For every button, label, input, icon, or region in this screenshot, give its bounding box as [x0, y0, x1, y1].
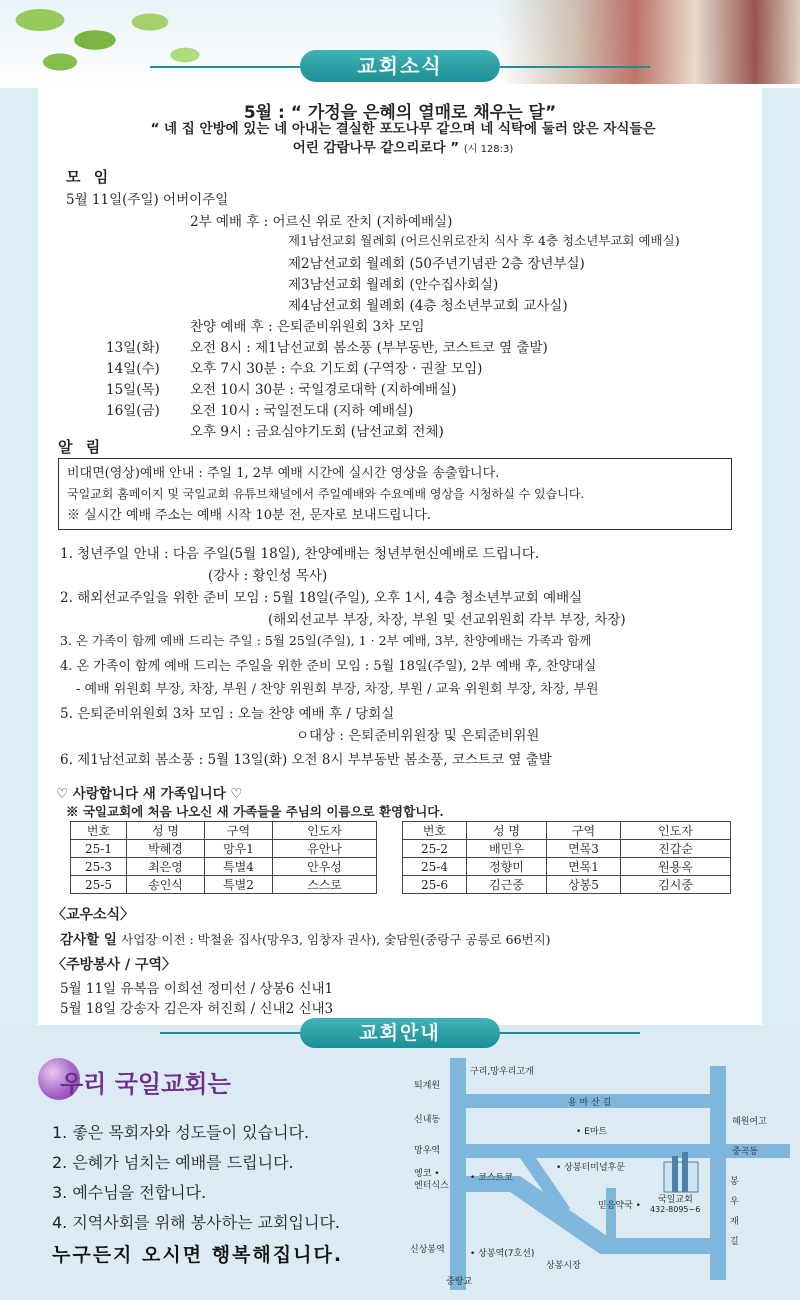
verse-line-1: “ 네 집 안방에 있는 네 아내는 결실한 포도나무 같으며 네 식탁에 둘러 앉은 자식들은 [150, 121, 656, 137]
label-emart: • E마트 [576, 1127, 608, 1137]
cell: 안우성 [273, 858, 377, 876]
moim-line: 오전 10시 30분 : 국일경로대학 (지하예배실) [190, 382, 457, 398]
verse-ref: (시 128:3) [463, 144, 514, 155]
cell: 상봉5 [547, 876, 621, 894]
cell: 진갑순 [621, 840, 731, 858]
cell: 스스로 [273, 876, 377, 894]
allim-item: 4. 온 가족이 함께 예배 드리는 주일을 위한 준비 모임 : 5월 18일(주일), 2부 예배 후, 찬양대실 [60, 659, 597, 674]
label-u: 우 [730, 1197, 739, 1207]
moim-line: 제4남선교회 월례회 (4층 청소년부교회 교사실) [288, 298, 568, 314]
cell: 배민우 [467, 840, 547, 858]
allim-item: (강사 : 황인성 목사) [208, 568, 328, 584]
label-bong: 봉 [730, 1177, 739, 1187]
cell: 망우1 [205, 840, 273, 858]
cell: 특별4 [205, 858, 273, 876]
cell: 김근중 [467, 876, 547, 894]
cell: 특별2 [205, 876, 273, 894]
label-guri: 구리,망우리고개 [470, 1067, 534, 1077]
label-phone: 432-8095~6 [650, 1205, 701, 1214]
label-entersix: 엔터식스 [414, 1181, 449, 1191]
label-sangbong7: • 상봉역(7호선) [470, 1249, 535, 1259]
table-row [403, 876, 731, 894]
label-engko: 엥코 • [414, 1169, 440, 1179]
family-photo [500, 0, 800, 84]
page-title: 교회소식 [300, 50, 500, 82]
cell: 유안나 [273, 840, 377, 858]
guide-line-left [160, 1032, 300, 1034]
church-title-wrap [38, 1058, 248, 1100]
allim-item: (해외선교부 부장, 차장, 부원 및 선교위원회 각부 부장, 차장) [268, 612, 626, 628]
moim-date: 13일(화) [106, 340, 160, 356]
new-family-table-left [70, 821, 377, 894]
table-row [403, 858, 731, 876]
moim-line: 오후 9시 : 금요심야기도회 (남선교회 전체) [190, 424, 444, 440]
col-header: 구역 [205, 822, 273, 840]
side-band-left [0, 88, 38, 1028]
col-header: 번호 [71, 822, 127, 840]
moim-line: 2부 예배 후 : 어르신 위로 잔치 (지하예배실) [190, 214, 453, 230]
table-row [71, 840, 377, 858]
allim-item: 1. 청년주일 안내 : 다음 주일(5월 18일), 찬양예배는 청년부헌신예배로 드립니다. [60, 546, 540, 562]
title-line-right [500, 66, 650, 68]
bullet-item: 4. 지역사회를 위해 봉사하는 교회입니다. [52, 1213, 340, 1232]
cell: 25-1 [71, 840, 127, 858]
moim-line: 제3남선교회 월례회 (안수집사회실) [288, 277, 499, 293]
allim-item: - 예배 위원회 부장, 차장, 부원 / 찬양 위원회 부장, 차장, 부원 / 교육 위원회 부장, 차장, 부원 [76, 682, 599, 697]
allim-heading: 알 림 [58, 438, 105, 456]
church-map [410, 1058, 790, 1290]
moim-date: 14일(수) [106, 361, 160, 377]
moim-line: 오전 8시 : 제1남선교회 봄소풍 (부부동반, 코스트코 옆 출발) [190, 340, 548, 356]
moim-date: 16일(금) [106, 403, 160, 419]
map-svg [410, 1058, 790, 1290]
verse-line-2 [78, 139, 728, 159]
col-header: 인도자 [621, 822, 731, 840]
allim-item: 6. 제1남선교회 봄소풍 : 5월 13일(화) 오전 8시 부부동반 봄소풍, 코스트코 옆 출발 [60, 752, 552, 768]
notice-line: ※ 실시간 예배 주소는 예배 시작 10분 전, 문자로 보내드립니다. [67, 508, 431, 523]
allim-item: 3. 온 가족이 함께 예배 드리는 주일 : 5월 25일(주일), 1 · 2부 예배, 3부, 찬양예배는 가족과 함께 [60, 633, 592, 648]
jubang-line: 5월 18일 강송자 김은자 허진희 / 신내2 신내3 [60, 1001, 334, 1017]
bullet-item: 2. 은혜가 넘치는 예배를 드립니다. [52, 1153, 294, 1172]
label-mangu: 망우역 [414, 1146, 441, 1156]
moim-line: 찬양 예배 후 : 은퇴준비위원회 3차 모임 [190, 319, 425, 335]
label-mideum: 믿음약국 • [598, 1201, 641, 1211]
label-sinsangbong: 신상봉역 [410, 1245, 445, 1255]
moim-date: 15일(목) [106, 382, 160, 398]
moim-line: 제1남선교회 월례회 (어르신위로잔치 식사 후 4층 청소년부교회 예배실) [288, 233, 680, 248]
col-header: 인도자 [273, 822, 377, 840]
cell: 송인식 [127, 876, 205, 894]
road-small [606, 1188, 616, 1244]
moim-line: 5월 11일(주일) 어버이주일 [66, 192, 229, 208]
label-hyewon: 혜원여고 [732, 1117, 767, 1127]
leaves-decoration [0, 0, 210, 85]
new-family-table-right [402, 821, 731, 894]
road-vertical-left [450, 1058, 466, 1290]
cell: 박혜경 [127, 840, 205, 858]
moim-line: 오전 10시 : 국일전도대 (지하 예배실) [190, 403, 414, 419]
church-bullets [52, 1118, 340, 1238]
label-yongmasan: 용 마 산 길 [568, 1098, 612, 1108]
church-title: 우리 국일교회는 [60, 1070, 231, 1098]
notice-line: 비대면(영상)예배 안내 : 주일 1, 2부 예배 시간에 실시간 영상을 송출합니다. [67, 466, 500, 481]
gyowoo-heading: 〈교우소식〉 [52, 907, 135, 923]
cell: 면목3 [547, 840, 621, 858]
col-header: 성 명 [467, 822, 547, 840]
cell: 25-3 [71, 858, 127, 876]
col-header: 성 명 [127, 822, 205, 840]
col-header: 구역 [547, 822, 621, 840]
label-jae: 재 [730, 1217, 739, 1227]
table-row [403, 840, 731, 858]
allim-item: 2. 해외선교주일을 위한 준비 모임 : 5월 18일(주일), 오후 1시, 4층 청소년부교회 예배실 [60, 590, 583, 606]
closing-message: 누구든지 오시면 행복해집니다. [52, 1244, 344, 1266]
guide-title: 교회안내 [300, 1018, 500, 1048]
cell: 25-4 [403, 858, 467, 876]
news-panel [38, 88, 762, 1020]
cell: 정향미 [467, 858, 547, 876]
moim-line: 오후 7시 30분 : 수요 기도회 (구역장 · 권찰 모임) [190, 361, 483, 377]
verse-line-2-text: 어린 감람나무 같으리로다 ” [292, 140, 460, 156]
title-line-left [150, 66, 300, 68]
bullet-item: 1. 좋은 목회자와 성도들이 있습니다. [52, 1123, 310, 1142]
bullet-item: 3. 예수님을 전합니다. [52, 1183, 207, 1202]
gyowoo-line [60, 928, 551, 948]
notice-line: 국일교회 홈페이지 및 국일교회 유튜브채널에서 주일예배와 수요예배 영상을 시청하실 수 있습니다. [67, 487, 585, 501]
label-junggok: 중곡동 [732, 1147, 759, 1157]
new-family-heading: ♡ 사랑합니다 새 가족입니다 ♡ [56, 786, 243, 802]
cell: 25-6 [403, 876, 467, 894]
cell: 면목1 [547, 858, 621, 876]
label-costco: • 코스트코 [470, 1173, 513, 1183]
label-jungnang: 중랑교 [446, 1277, 473, 1287]
side-band-right [762, 88, 800, 1028]
gyowoo-label: 감사할 일 [60, 932, 117, 948]
cell: 최은영 [127, 858, 205, 876]
label-sangbong-terminal: • 상봉터미널후문 [556, 1163, 626, 1173]
guide-line-right [500, 1032, 640, 1034]
table-row [71, 858, 377, 876]
month-theme: 5월 : “ 가정을 은혜의 열매로 채우는 달” [243, 103, 557, 123]
moim-heading: 모 임 [66, 168, 113, 186]
cell: 김시중 [621, 876, 731, 894]
cell: 25-2 [403, 840, 467, 858]
road-link [450, 1162, 466, 1172]
table-row [71, 876, 377, 894]
label-sangbong-market: 상봉시장 [546, 1261, 581, 1271]
allim-item: 5. 은퇴준비위원회 3차 모임 : 오늘 찬양 예배 후 / 당회실 [60, 706, 395, 722]
new-family-welcome: ※ 국일교회에 처음 나오신 새 가족들을 주님의 이름으로 환영합니다. [66, 804, 444, 819]
label-toegyewon: 퇴계원 [414, 1081, 441, 1091]
online-worship-notice [58, 458, 732, 530]
label-gil: 길 [730, 1237, 739, 1247]
cell: 25-5 [71, 876, 127, 894]
moim-line: 제2남선교회 월례회 (50주년기념관 2층 장년부실) [288, 256, 585, 272]
jubang-line: 5월 11일 유복음 이희선 정미선 / 상봉6 신내1 [60, 981, 334, 997]
gyowoo-text: 사업장 이전 : 박철윤 집사(망우3, 임창자 권사), 숯담원(중랑구 공릉로 66번지) [121, 932, 551, 947]
bible-verse [78, 120, 728, 159]
jubang-heading: 〈주방봉사 / 구역〉 [52, 957, 177, 973]
label-sinnae: 신내동 [414, 1115, 441, 1125]
allim-item: ㅇ대상 : 은퇴준비위원장 및 은퇴준비위원 [296, 728, 540, 744]
cell: 원용옥 [621, 858, 731, 876]
label-church: 국일교회 [658, 1195, 693, 1205]
col-header: 번호 [403, 822, 467, 840]
